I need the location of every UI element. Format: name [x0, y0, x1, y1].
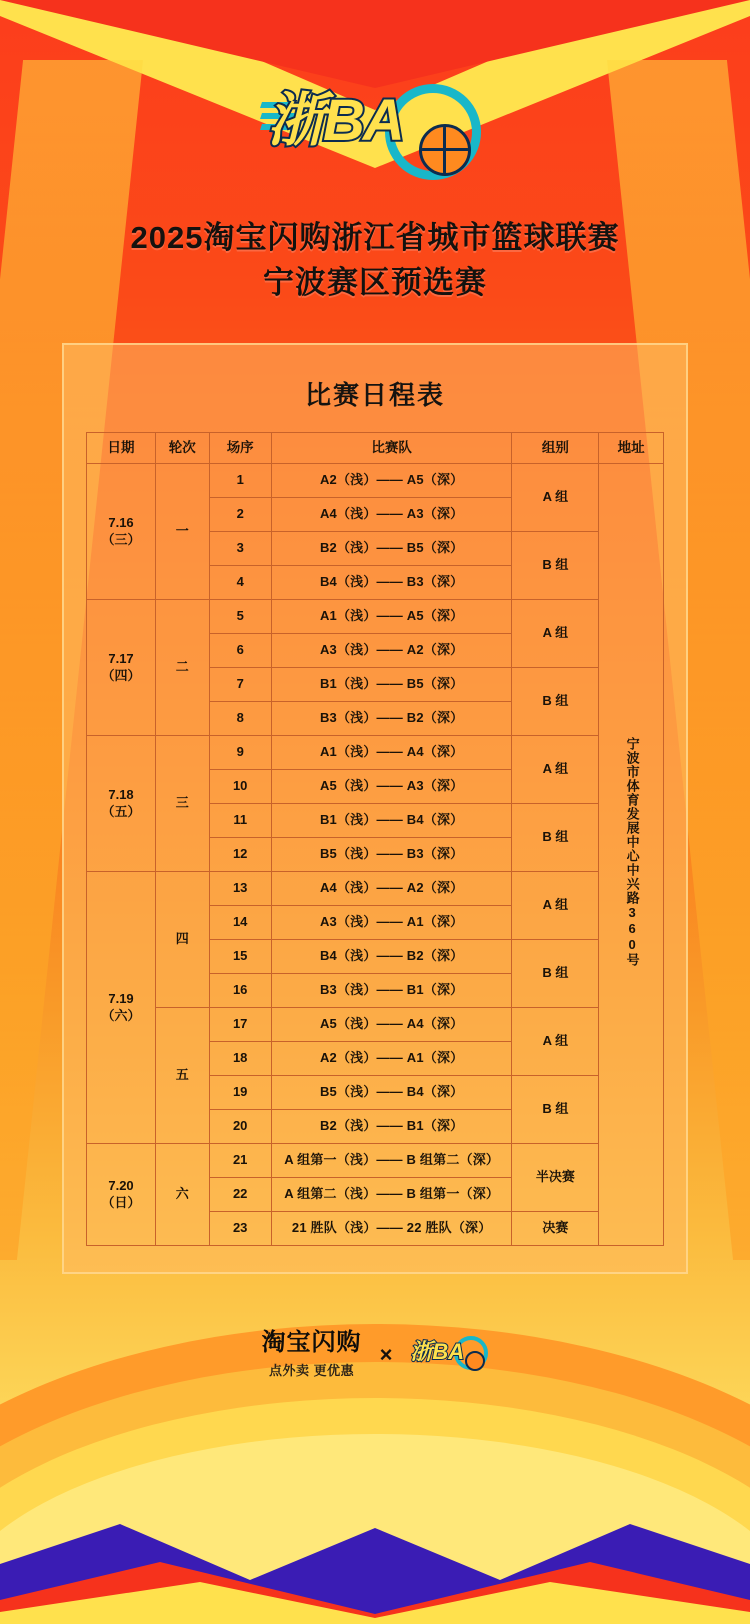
cell-round: 二 [156, 600, 209, 736]
cell-match: B1（浅）—— B4（深） [271, 804, 512, 838]
cell-no: 20 [209, 1110, 271, 1144]
footer-sponsor [262, 1330, 362, 1379]
cell-match: B3（浅）—— B2（深） [271, 702, 512, 736]
cell-match: A3（浅）—— A1（深） [271, 906, 512, 940]
cell-group: B 组 [512, 532, 599, 600]
cell-no: 8 [209, 702, 271, 736]
th-date: 日期 [87, 433, 156, 464]
cell-no: 4 [209, 566, 271, 600]
cell-date [87, 736, 156, 872]
cell-no: 9 [209, 736, 271, 770]
date-line-2: （三） [101, 531, 141, 547]
date-line-2: （六） [101, 1007, 141, 1023]
cell-round: 五 [156, 1008, 209, 1144]
cell-round: 六 [156, 1144, 209, 1246]
basketball-icon [419, 124, 471, 176]
logo-text: 浙BA [267, 88, 403, 153]
cell-match: B2（浅）—— B5（深） [271, 532, 512, 566]
venue-text: 宁波市体育发展中心中兴路360号 [624, 737, 640, 968]
cell-no: 16 [209, 974, 271, 1008]
cell-match: B2（浅）—— B1（深） [271, 1110, 512, 1144]
table-row [87, 600, 664, 634]
cell-match: A5（浅）—— A4（深） [271, 1008, 512, 1042]
cell-no: 15 [209, 940, 271, 974]
cell-no: 17 [209, 1008, 271, 1042]
cell-no: 3 [209, 532, 271, 566]
cell-group: A 组 [512, 872, 599, 940]
table-row [87, 1008, 664, 1042]
cell-match: B5（浅）—— B3（深） [271, 838, 512, 872]
cell-no: 7 [209, 668, 271, 702]
cell-match: B1（浅）—— B5（深） [271, 668, 512, 702]
cell-group: B 组 [512, 804, 599, 872]
date-line-2: （四） [101, 667, 141, 683]
table-row [87, 736, 664, 770]
cell-no: 23 [209, 1212, 271, 1246]
cell-match: A1（浅）—— A5（深） [271, 600, 512, 634]
cell-date [87, 600, 156, 736]
date-line-1: 7.18 [108, 787, 134, 803]
cell-round: 三 [156, 736, 209, 872]
th-venue: 地址 [599, 433, 664, 464]
page-title [0, 216, 750, 306]
footer-sponsor-name: 淘宝闪购 [261, 1329, 362, 1356]
cell-group: B 组 [512, 1076, 599, 1144]
cell-match: A3（浅）—— A2（深） [271, 634, 512, 668]
date-line-1: 7.19 [108, 991, 134, 1007]
cell-date [87, 872, 156, 1144]
footer-brand [0, 1330, 750, 1379]
cell-no: 14 [209, 906, 271, 940]
cell-group: 半决赛 [512, 1144, 599, 1212]
cell-no: 13 [209, 872, 271, 906]
cell-round: 一 [156, 464, 209, 600]
cell-group: 决赛 [512, 1212, 599, 1246]
schedule-title: 比赛日程表 [304, 380, 445, 410]
cell-no: 10 [209, 770, 271, 804]
cell-match: A5（浅）—— A3（深） [271, 770, 512, 804]
cell-group: A 组 [512, 1008, 599, 1076]
cell-match: A2（浅）—— A5（深） [271, 464, 512, 498]
cell-match: A 组第一（浅）—— B 组第二（深） [271, 1144, 512, 1178]
th-round: 轮次 [156, 433, 209, 464]
cell-match: A4（浅）—— A3（深） [271, 498, 512, 532]
cell-no: 5 [209, 600, 271, 634]
cell-no: 2 [209, 498, 271, 532]
schedule-card [62, 343, 688, 1274]
brand-logo [0, 74, 750, 194]
cell-no: 1 [209, 464, 271, 498]
table-row [87, 1144, 664, 1178]
th-group: 组别 [512, 433, 599, 464]
cell-date [87, 1144, 156, 1246]
cell-match: B5（浅）—— B4（深） [271, 1076, 512, 1110]
cell-date [87, 464, 156, 600]
date-line-2: （五） [101, 803, 141, 819]
cell-group: B 组 [512, 668, 599, 736]
title-line-2: 宁波赛区预选赛 [263, 264, 487, 300]
cell-venue [599, 464, 664, 1246]
cell-no: 18 [209, 1042, 271, 1076]
cell-no: 6 [209, 634, 271, 668]
cross-icon: × [379, 1341, 393, 1367]
cell-match: A1（浅）—— A4（深） [271, 736, 512, 770]
logo-mark [265, 76, 485, 192]
cell-no: 19 [209, 1076, 271, 1110]
date-line-1: 7.16 [108, 515, 134, 531]
table-row [87, 464, 664, 498]
date-line-1: 7.20 [108, 1178, 134, 1194]
cell-no: 11 [209, 804, 271, 838]
cell-no: 21 [209, 1144, 271, 1178]
cell-round: 四 [156, 872, 209, 1008]
cell-match: B4（浅）—— B2（深） [271, 940, 512, 974]
footer-partner-logo-text: 浙BA [410, 1338, 465, 1364]
th-no: 场序 [209, 433, 271, 464]
basketball-icon [465, 1351, 485, 1371]
cell-group: B 组 [512, 940, 599, 1008]
table-header-row [87, 433, 664, 464]
date-line-1: 7.17 [108, 651, 134, 667]
title-line-1: 2025淘宝闪购浙江省城市篮球联赛 [130, 220, 620, 255]
date-line-2: （日） [101, 1194, 141, 1210]
footer-sponsor-tagline: 点外卖 更优惠 [269, 1363, 355, 1379]
cell-group: A 组 [512, 464, 599, 532]
cell-match: B4（浅）—— B3（深） [271, 566, 512, 600]
cell-match: B3（浅）—— B1（深） [271, 974, 512, 1008]
table-row [87, 872, 664, 906]
cell-match: A 组第二（浅）—— B 组第一（深） [271, 1178, 512, 1212]
th-match: 比赛队 [271, 433, 512, 464]
cell-match: A2（浅）—— A1（深） [271, 1042, 512, 1076]
cell-group: A 组 [512, 736, 599, 804]
cell-no: 22 [209, 1178, 271, 1212]
footer-partner-logo [410, 1335, 488, 1375]
cell-no: 12 [209, 838, 271, 872]
cell-group: A 组 [512, 600, 599, 668]
schedule-table [86, 432, 664, 1246]
cell-match: A4（浅）—— A2（深） [271, 872, 512, 906]
cell-match: 21 胜队（浅）—— 22 胜队（深） [271, 1212, 512, 1246]
